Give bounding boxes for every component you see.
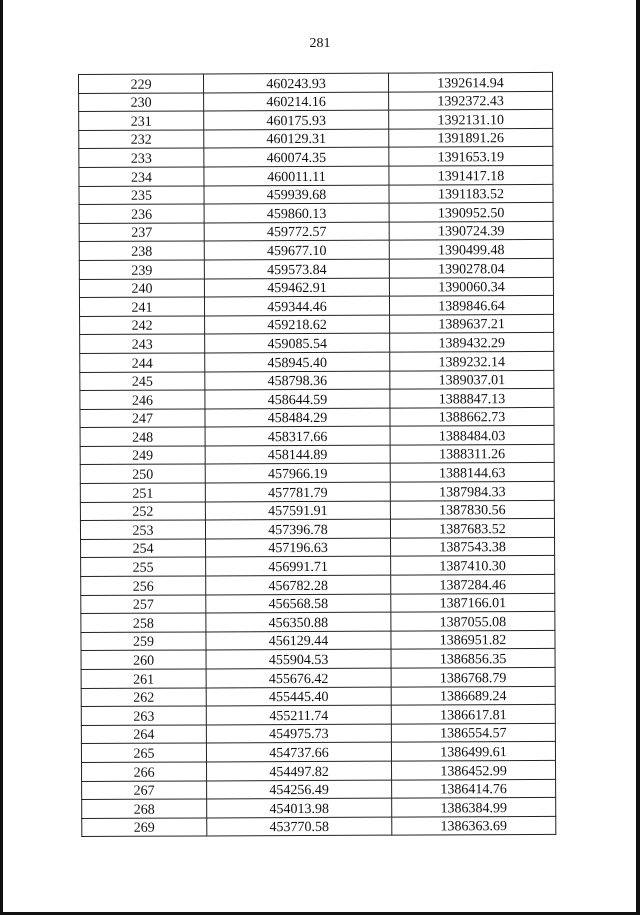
y-coordinate-cell: 1390499.48 xyxy=(389,240,553,259)
table-row xyxy=(79,258,553,279)
table-row xyxy=(79,277,553,298)
x-coordinate-cell: 459085.54 xyxy=(205,333,390,352)
table-row xyxy=(81,556,555,577)
x-coordinate-cell: 457966.19 xyxy=(205,464,390,483)
table-row xyxy=(80,426,554,447)
point-number-cell: 265 xyxy=(81,743,206,762)
x-coordinate-cell: 454256.49 xyxy=(207,780,392,799)
x-coordinate-cell: 455904.53 xyxy=(206,650,391,669)
x-coordinate-cell: 459772.57 xyxy=(204,222,389,241)
x-coordinate-cell: 459860.13 xyxy=(204,203,389,222)
y-coordinate-cell: 1386554.57 xyxy=(391,723,555,742)
y-coordinate-cell: 1386499.61 xyxy=(391,742,555,761)
point-number-cell: 250 xyxy=(80,464,205,483)
x-coordinate-cell: 456568.58 xyxy=(206,594,391,613)
table-row xyxy=(80,444,554,465)
y-coordinate-cell: 1387830.56 xyxy=(390,500,554,519)
y-coordinate-cell: 1387543.38 xyxy=(391,537,555,556)
x-coordinate-cell: 456129.44 xyxy=(206,631,391,650)
x-coordinate-cell: 458945.40 xyxy=(205,352,390,371)
table-row xyxy=(80,500,554,521)
y-coordinate-cell: 1388144.63 xyxy=(390,463,554,482)
table-row xyxy=(79,165,553,186)
y-coordinate-cell: 1390724.39 xyxy=(389,221,553,240)
x-coordinate-cell: 459573.84 xyxy=(204,259,389,278)
point-number-cell: 242 xyxy=(80,316,205,335)
table-row xyxy=(81,723,555,744)
y-coordinate-cell: 1388847.13 xyxy=(390,389,554,408)
point-number-cell: 235 xyxy=(79,186,204,205)
table-row xyxy=(81,537,555,558)
point-number-cell: 241 xyxy=(79,297,204,316)
y-coordinate-cell: 1386768.79 xyxy=(391,667,555,686)
x-coordinate-cell: 457396.78 xyxy=(205,519,390,538)
point-number-cell: 251 xyxy=(80,483,205,502)
y-coordinate-cell: 1388311.26 xyxy=(390,444,554,463)
y-coordinate-cell: 1392614.94 xyxy=(388,72,552,91)
point-number-cell: 261 xyxy=(81,669,206,688)
table-row xyxy=(79,221,553,242)
y-coordinate-cell: 1389232.14 xyxy=(390,351,554,370)
point-number-cell: 266 xyxy=(82,762,207,781)
x-coordinate-cell: 454497.82 xyxy=(207,761,392,780)
point-number-cell: 249 xyxy=(80,446,205,465)
point-number-cell: 268 xyxy=(82,799,207,818)
x-coordinate-cell: 460214.16 xyxy=(204,92,389,111)
table-row xyxy=(82,779,556,800)
x-coordinate-cell: 458798.36 xyxy=(205,371,390,390)
x-coordinate-cell: 458144.89 xyxy=(205,445,390,464)
point-number-cell: 267 xyxy=(82,781,207,800)
y-coordinate-cell: 1386856.35 xyxy=(391,649,555,668)
table-row xyxy=(80,370,554,391)
y-coordinate-cell: 1389637.21 xyxy=(390,314,554,333)
scan-edge-left xyxy=(0,0,3,915)
point-number-cell: 236 xyxy=(79,204,204,223)
y-coordinate-cell: 1391891.26 xyxy=(389,128,553,147)
point-number-cell: 230 xyxy=(79,93,204,112)
point-number-cell: 269 xyxy=(82,818,207,837)
x-coordinate-cell: 455211.74 xyxy=(206,705,391,724)
y-coordinate-cell: 1386617.81 xyxy=(391,705,555,724)
table-row xyxy=(79,110,553,131)
point-number-cell: 260 xyxy=(81,650,206,669)
table-row xyxy=(81,630,555,651)
y-coordinate-cell: 1387984.33 xyxy=(390,481,554,500)
point-number-cell: 238 xyxy=(79,241,204,260)
x-coordinate-cell: 456782.28 xyxy=(206,575,391,594)
y-coordinate-cell: 1392131.10 xyxy=(389,110,553,129)
table-row xyxy=(80,519,554,540)
x-coordinate-cell: 458317.66 xyxy=(205,426,390,445)
x-coordinate-cell: 459462.91 xyxy=(204,278,389,297)
y-coordinate-cell: 1386363.69 xyxy=(392,816,556,835)
point-number-cell: 248 xyxy=(80,427,205,446)
x-coordinate-cell: 457591.91 xyxy=(205,501,390,520)
page-number: 281 xyxy=(309,36,331,51)
y-coordinate-cell: 1386689.24 xyxy=(391,686,555,705)
table-row xyxy=(80,314,554,335)
coordinate-table xyxy=(78,72,556,837)
y-coordinate-cell: 1387410.30 xyxy=(391,556,555,575)
table-row xyxy=(80,481,554,502)
point-number-cell: 263 xyxy=(81,706,206,725)
x-coordinate-cell: 454975.73 xyxy=(206,724,391,743)
table-row xyxy=(81,667,555,688)
x-coordinate-cell: 458484.29 xyxy=(205,408,390,427)
table-row xyxy=(81,742,555,763)
table-row xyxy=(79,203,553,224)
y-coordinate-cell: 1387683.52 xyxy=(390,519,554,538)
point-number-cell: 240 xyxy=(79,278,204,297)
y-coordinate-cell: 1391417.18 xyxy=(389,165,553,184)
x-coordinate-cell: 453770.58 xyxy=(207,817,392,836)
point-number-cell: 244 xyxy=(80,353,205,372)
point-number-cell: 234 xyxy=(79,167,204,186)
table-row xyxy=(79,91,553,112)
y-coordinate-cell: 1390952.50 xyxy=(389,203,553,222)
x-coordinate-cell: 454737.66 xyxy=(206,743,391,762)
point-number-cell: 256 xyxy=(81,576,206,595)
table-row xyxy=(80,389,554,410)
x-coordinate-cell: 460011.11 xyxy=(204,166,389,185)
y-coordinate-cell: 1389037.01 xyxy=(390,370,554,389)
table-row xyxy=(81,574,555,595)
table-row xyxy=(79,296,553,317)
point-number-cell: 232 xyxy=(79,130,204,149)
y-coordinate-cell: 1388484.03 xyxy=(390,426,554,445)
y-coordinate-cell: 1392372.43 xyxy=(389,91,553,110)
x-coordinate-cell: 457196.63 xyxy=(206,538,391,557)
y-coordinate-cell: 1390278.04 xyxy=(389,258,553,277)
point-number-cell: 245 xyxy=(80,371,205,390)
y-coordinate-cell: 1387055.08 xyxy=(391,612,555,631)
y-coordinate-cell: 1391183.52 xyxy=(389,184,553,203)
table-row xyxy=(81,612,555,633)
y-coordinate-cell: 1390060.34 xyxy=(389,277,553,296)
x-coordinate-cell: 458644.59 xyxy=(205,389,390,408)
y-coordinate-cell: 1386452.99 xyxy=(392,760,556,779)
x-coordinate-cell: 459344.46 xyxy=(204,296,389,315)
x-coordinate-cell: 456350.88 xyxy=(206,612,391,631)
x-coordinate-cell: 455445.40 xyxy=(206,687,391,706)
y-coordinate-cell: 1389432.29 xyxy=(390,333,554,352)
y-coordinate-cell: 1389846.64 xyxy=(389,296,553,315)
table-row xyxy=(80,351,554,372)
point-number-cell: 229 xyxy=(79,74,204,93)
table-row xyxy=(79,72,553,93)
x-coordinate-cell: 460243.93 xyxy=(204,73,389,92)
point-number-cell: 257 xyxy=(81,595,206,614)
scan-edge-right xyxy=(636,0,640,915)
y-coordinate-cell: 1391653.19 xyxy=(389,147,553,166)
table-row xyxy=(81,686,555,707)
point-number-cell: 264 xyxy=(81,725,206,744)
y-coordinate-cell: 1386414.76 xyxy=(392,779,556,798)
table-row xyxy=(80,463,554,484)
point-number-cell: 233 xyxy=(79,148,204,167)
y-coordinate-cell: 1388662.73 xyxy=(390,407,554,426)
y-coordinate-cell: 1386951.82 xyxy=(391,630,555,649)
table-row xyxy=(80,407,554,428)
table-row xyxy=(82,798,556,819)
point-number-cell: 246 xyxy=(80,390,205,409)
x-coordinate-cell: 459218.62 xyxy=(205,315,390,334)
x-coordinate-cell: 456991.71 xyxy=(206,557,391,576)
x-coordinate-cell: 459939.68 xyxy=(204,185,389,204)
y-coordinate-cell: 1387284.46 xyxy=(391,574,555,593)
point-number-cell: 262 xyxy=(81,688,206,707)
table-row xyxy=(80,333,554,354)
table-row xyxy=(79,147,553,168)
table-row xyxy=(79,240,553,261)
x-coordinate-cell: 455676.42 xyxy=(206,668,391,687)
point-number-cell: 231 xyxy=(79,111,204,130)
y-coordinate-cell: 1387166.01 xyxy=(391,593,555,612)
point-number-cell: 253 xyxy=(80,520,205,539)
x-coordinate-cell: 457781.79 xyxy=(205,482,390,501)
point-number-cell: 243 xyxy=(80,334,205,353)
table-row xyxy=(82,760,556,781)
x-coordinate-cell: 454013.98 xyxy=(207,798,392,817)
x-coordinate-cell: 460129.31 xyxy=(204,129,389,148)
table-row xyxy=(81,705,555,726)
point-number-cell: 258 xyxy=(81,613,206,632)
point-number-cell: 255 xyxy=(81,557,206,576)
x-coordinate-cell: 460074.35 xyxy=(204,148,389,167)
point-number-cell: 247 xyxy=(80,409,205,428)
table-row xyxy=(82,816,556,837)
table-row xyxy=(79,184,553,205)
y-coordinate-cell: 1386384.99 xyxy=(392,798,556,817)
point-number-cell: 254 xyxy=(81,539,206,558)
point-number-cell: 252 xyxy=(80,502,205,521)
table-row xyxy=(81,593,555,614)
table-row xyxy=(79,128,553,149)
point-number-cell: 259 xyxy=(81,632,206,651)
x-coordinate-cell: 460175.93 xyxy=(204,110,389,129)
x-coordinate-cell: 459677.10 xyxy=(204,240,389,259)
coordinate-table-body xyxy=(79,72,556,836)
point-number-cell: 237 xyxy=(79,223,204,242)
point-number-cell: 239 xyxy=(79,260,204,279)
table-row xyxy=(81,649,555,670)
